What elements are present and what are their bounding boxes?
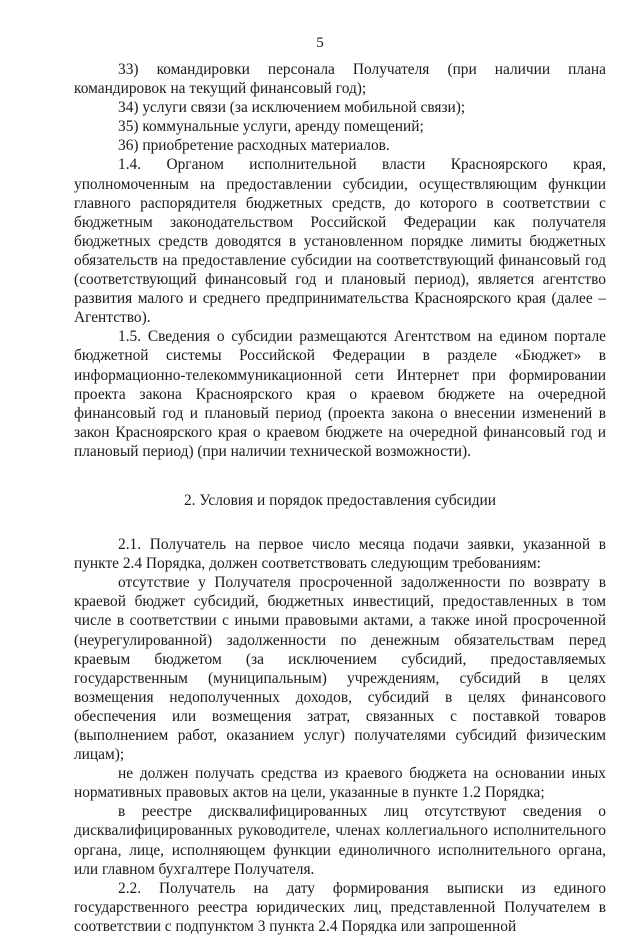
list-item-33: 33) командировки персонала Получателя (при наличии плана командировок на текущий финансовый год);: [74, 61, 606, 98]
document-body: [74, 60, 606, 936]
paragraph-1-5: 1.5. Сведения о субсидии размещаются Агентством на едином портале бюджетной системы Российской Федерации в разделе «Бюджет» в информационно-телекоммуникационной сети Интернет при формировании проекта закона Красноярского края о краевом бюджете на очередной финансовый год и плановый период (проекта закона о внесении изменений в закон Красноярского края о краевом бюджете на очередной финансовый год и плановый период) (при наличии технической возможности).: [74, 328, 606, 460]
requirement-no-disqualified: в реестре дисквалифицированных лиц отсутствуют сведения о дисквалифицированных руководителе, членах коллегиального исполнительного органа, лице, исполняющем функции единоличного исполнительного органа, или главном бухгалтере Получателя.: [74, 803, 606, 878]
requirement-no-other-funds: не должен получать средства из краевого бюджета на основании иных нормативных правовых актов на цели, указанные в пункте 1.2 Порядка;: [74, 765, 606, 802]
paragraph-2-1: 2.1. Получатель на первое число месяца подачи заявки, указанной в пункте 2.4 Порядка, должен соответствовать следующим требованиям:: [74, 536, 606, 573]
page-number: 5: [316, 35, 324, 51]
section-heading: 2. Условия и порядок предоставления субсидии: [183, 491, 497, 509]
paragraph-1-4: 1.4. Органом исполнительной власти Красноярского края, уполномоченным на предоставлении субсидии, осуществляющим функции главного распорядителя бюджетных средств, до которого в соответствии с бюджетным законодательством Российской Федерации как получателя бюджетных средств доводятся в установленном порядке лимиты бюджетных обязательств на предоставление субсидии на соответствующий финансовый год (соответствующий финансовый год и плановый период), является агентство развития малого и среднего предпринимательства Красноярского края (далее – Агентство).: [74, 156, 606, 327]
list-item-34: 34) услуги связи (за исключением мобильной связи);: [118, 99, 466, 117]
list-item-36: 36) приобретение расходных материалов.: [118, 137, 390, 155]
paragraph-2-2: 2.2. Получатель на дату формирования выписки из единого государственного реестра юридических лиц, представленной Получателем в соответствии с подпунктом 3 пункта 2.4 Порядка или запрошенной: [74, 879, 606, 935]
list-item-35: 35) коммунальные услуги, аренду помещений;: [118, 118, 424, 136]
requirement-no-debt: отсутствие у Получателя просроченной задолженности по возврату в краевой бюджет субсидий, бюджетных инвестиций, предоставленных в том числе в соответствии с иными правовыми актами, а также иной просроченной (неурегулированной) задолженности по денежным обязательствам перед краевым бюджетом (за исключением субсидий, предоставляемых государственным (муниципальным) учреждениям, субсидий в целях возмещения недополученных доходов, субсидий в целях финансового обеспечения или возмещения затрат, связанных с поставкой товаров (выполнением работ, оказанием услуг) получателями субсидий физическим лицам);: [74, 574, 606, 764]
